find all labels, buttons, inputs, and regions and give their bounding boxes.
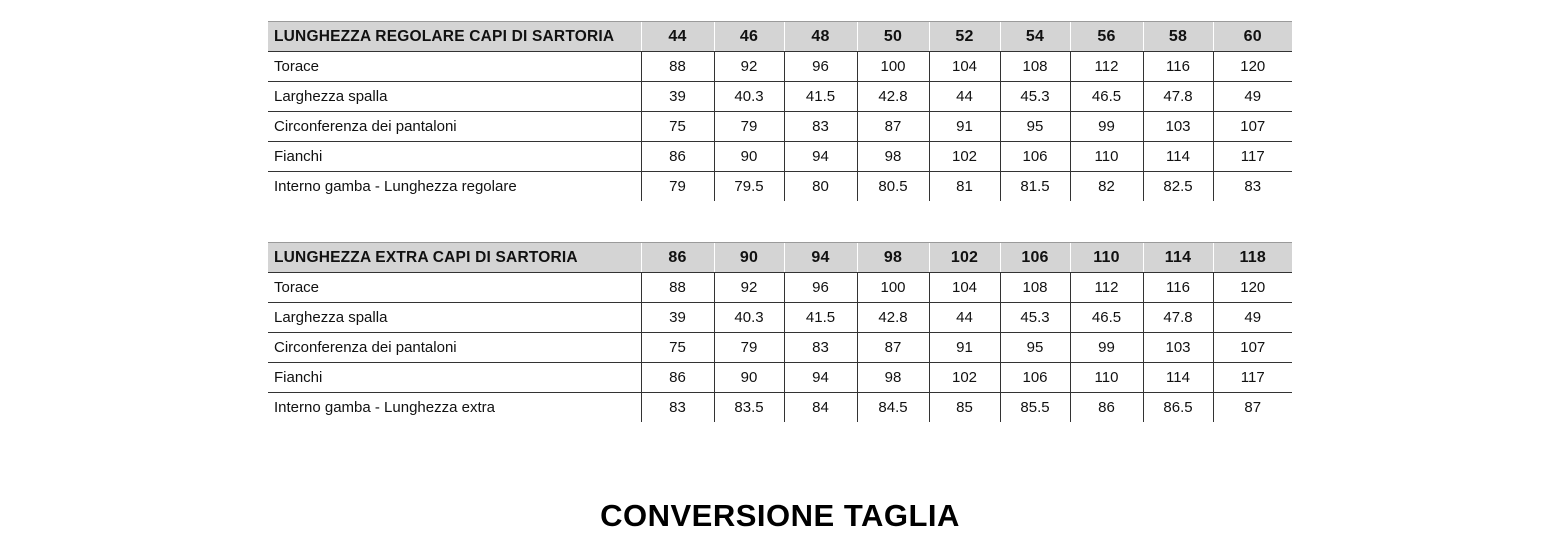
- measurement-value: 83: [1213, 172, 1292, 202]
- size-column-header: 118: [1213, 243, 1292, 273]
- size-column-header: 94: [784, 243, 857, 273]
- measurement-value: 103: [1143, 333, 1213, 363]
- measurement-value: 90: [714, 142, 784, 172]
- measurement-value: 120: [1213, 52, 1292, 82]
- table-row: [268, 363, 1292, 393]
- measurement-value: 88: [641, 52, 714, 82]
- measurement-value: 110: [1070, 142, 1143, 172]
- measurement-value: 84: [784, 393, 857, 423]
- table-row: [268, 82, 1292, 112]
- measurement-value: 91: [929, 333, 1000, 363]
- table-row: [268, 142, 1292, 172]
- section-title: CONVERSIONE TAGLIA: [600, 498, 960, 533]
- measurement-value: 112: [1070, 52, 1143, 82]
- measurement-value: 114: [1143, 142, 1213, 172]
- measurement-value: 86: [641, 142, 714, 172]
- size-column-header: 50: [857, 22, 929, 52]
- measurement-value: 47.8: [1143, 303, 1213, 333]
- measurement-value: 80: [784, 172, 857, 202]
- measurement-value: 86: [641, 363, 714, 393]
- measurement-value: 49: [1213, 303, 1292, 333]
- measurement-value: 75: [641, 112, 714, 142]
- measurement-value: 83: [641, 393, 714, 423]
- table-row: [268, 273, 1292, 303]
- measurement-value: 91: [929, 112, 1000, 142]
- measurement-value: 75: [641, 333, 714, 363]
- measurement-value: 95: [1000, 112, 1070, 142]
- measurement-value: 79.5: [714, 172, 784, 202]
- size-column-header: 58: [1143, 22, 1213, 52]
- measurement-value: 41.5: [784, 303, 857, 333]
- measurement-value: 46.5: [1070, 303, 1143, 333]
- measurement-value: 83.5: [714, 393, 784, 423]
- measurement-value: 103: [1143, 112, 1213, 142]
- measurement-value: 79: [641, 172, 714, 202]
- measurement-value: 107: [1213, 333, 1292, 363]
- measurement-value: 106: [1000, 142, 1070, 172]
- table-row: [268, 393, 1292, 423]
- measurement-value: 98: [857, 363, 929, 393]
- measurement-value: 42.8: [857, 303, 929, 333]
- size-column-header: 114: [1143, 243, 1213, 273]
- measurement-value: 102: [929, 363, 1000, 393]
- measurement-label: Torace: [268, 273, 641, 303]
- measurement-value: 95: [1000, 333, 1070, 363]
- measurement-value: 108: [1000, 273, 1070, 303]
- measurement-value: 100: [857, 52, 929, 82]
- measurement-value: 40.3: [714, 82, 784, 112]
- measurement-value: 46.5: [1070, 82, 1143, 112]
- measurement-value: 49: [1213, 82, 1292, 112]
- measurement-value: 114: [1143, 363, 1213, 393]
- table-row: [268, 303, 1292, 333]
- table-row: [268, 112, 1292, 142]
- measurement-value: 44: [929, 82, 1000, 112]
- measurement-value: 47.8: [1143, 82, 1213, 112]
- measurement-value: 85: [929, 393, 1000, 423]
- measurement-value: 117: [1213, 142, 1292, 172]
- measurement-value: 102: [929, 142, 1000, 172]
- measurement-value: 79: [714, 112, 784, 142]
- size-column-header: 54: [1000, 22, 1070, 52]
- size-table-extra-length: [268, 242, 1292, 422]
- measurement-value: 94: [784, 363, 857, 393]
- measurement-value: 92: [714, 52, 784, 82]
- measurement-label: Torace: [268, 52, 641, 82]
- measurement-value: 87: [1213, 393, 1292, 423]
- measurement-value: 82: [1070, 172, 1143, 202]
- size-column-header: 60: [1213, 22, 1292, 52]
- measurement-value: 40.3: [714, 303, 784, 333]
- table-header-row: [268, 22, 1292, 52]
- measurement-value: 116: [1143, 52, 1213, 82]
- measurement-label: Interno gamba - Lunghezza extra: [274, 399, 495, 416]
- measurement-label: Fianchi: [268, 142, 641, 172]
- measurement-value: 106: [1000, 363, 1070, 393]
- measurement-value: 45.3: [1000, 303, 1070, 333]
- measurement-value: 112: [1070, 273, 1143, 303]
- size-column-header: 44: [641, 22, 714, 52]
- measurement-value: 86.5: [1143, 393, 1213, 423]
- measurement-label: Circonferenza dei pantaloni: [268, 112, 641, 142]
- measurement-value: 104: [929, 273, 1000, 303]
- measurement-value: 83: [784, 112, 857, 142]
- measurement-value: 99: [1070, 112, 1143, 142]
- measurement-value: 94: [784, 142, 857, 172]
- measurement-value: 44: [929, 303, 1000, 333]
- table-row: [268, 52, 1292, 82]
- table-row: [268, 333, 1292, 363]
- size-column-header: 90: [714, 243, 784, 273]
- measurement-value: 96: [784, 52, 857, 82]
- measurement-value: 86: [1070, 393, 1143, 423]
- measurement-value: 39: [641, 82, 714, 112]
- measurement-value: 83: [784, 333, 857, 363]
- measurement-value: 82.5: [1143, 172, 1213, 202]
- measurement-value: 84.5: [857, 393, 929, 423]
- table-title: LUNGHEZZA EXTRA CAPI DI SARTORIA: [268, 243, 641, 273]
- measurement-value: 87: [857, 333, 929, 363]
- measurement-value: 81: [929, 172, 1000, 202]
- size-column-header: 86: [641, 243, 714, 273]
- measurement-value: 108: [1000, 52, 1070, 82]
- size-column-header: 52: [929, 22, 1000, 52]
- measurement-value: 90: [714, 363, 784, 393]
- measurement-value: 120: [1213, 273, 1292, 303]
- measurement-value: 107: [1213, 112, 1292, 142]
- measurement-label: Larghezza spalla: [268, 303, 641, 333]
- measurement-value: 39: [641, 303, 714, 333]
- size-column-header: 48: [784, 22, 857, 52]
- size-column-header: 56: [1070, 22, 1143, 52]
- size-column-header: 46: [714, 22, 784, 52]
- measurement-value: 41.5: [784, 82, 857, 112]
- measurement-value: 42.8: [857, 82, 929, 112]
- measurement-value: 100: [857, 273, 929, 303]
- size-column-header: 110: [1070, 243, 1143, 273]
- measurement-value: 87: [857, 112, 929, 142]
- size-column-header: 98: [857, 243, 929, 273]
- size-column-header: 106: [1000, 243, 1070, 273]
- measurement-value: 85.5: [1000, 393, 1070, 423]
- measurement-value: 110: [1070, 363, 1143, 393]
- measurement-value: 98: [857, 142, 929, 172]
- measurement-label: Interno gamba - Lunghezza regolare: [274, 178, 517, 195]
- measurement-value: 104: [929, 52, 1000, 82]
- size-column-header: 102: [929, 243, 1000, 273]
- measurement-label: Fianchi: [268, 363, 641, 393]
- measurement-value: 116: [1143, 273, 1213, 303]
- measurement-value: 79: [714, 333, 784, 363]
- measurement-value: 45.3: [1000, 82, 1070, 112]
- measurement-value: 92: [714, 273, 784, 303]
- measurement-value: 88: [641, 273, 714, 303]
- measurement-value: 81.5: [1000, 172, 1070, 202]
- table-title: LUNGHEZZA REGOLARE CAPI DI SARTORIA: [268, 22, 641, 52]
- measurement-value: 99: [1070, 333, 1143, 363]
- measurement-value: 117: [1213, 363, 1292, 393]
- measurement-label: Circonferenza dei pantaloni: [268, 333, 641, 363]
- measurement-value: 96: [784, 273, 857, 303]
- size-table-regular-length: [268, 21, 1292, 201]
- table-header-row: [268, 243, 1292, 273]
- measurement-value: 80.5: [857, 172, 929, 202]
- measurement-label: Larghezza spalla: [268, 82, 641, 112]
- table-row: [268, 172, 1292, 202]
